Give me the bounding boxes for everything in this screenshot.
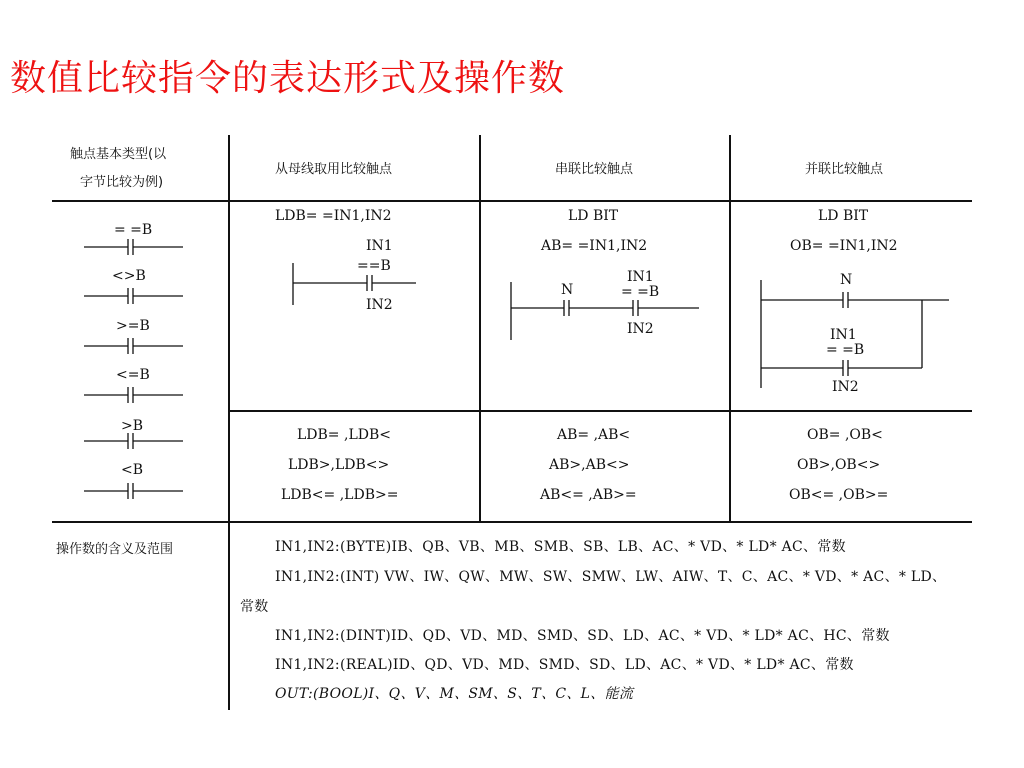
header-contact-type-line1: 触点基本类型(以: [70, 147, 167, 162]
parallel-ladder-diagram: [750, 270, 970, 400]
bus-in1-label: IN1: [366, 238, 393, 254]
parallel-op-label: = =B: [826, 342, 865, 358]
contact-type-label: <=B: [116, 367, 150, 383]
table-divider-h3: [52, 521, 972, 523]
mnemonic: AB<= ,AB>=: [540, 487, 637, 503]
operand-line: OUT:(BOOL)I、Q、V、M、SM、S、T、C、L、能流: [275, 686, 634, 702]
operand-line: IN1,IN2:(BYTE)IB、QB、VB、MB、SMB、SB、LB、AC、* VD、* LD* AC、常数: [275, 539, 846, 555]
header-series-contact: 串联比较触点: [555, 162, 634, 177]
operand-line: IN1,IN2:(DINT)ID、QD、VD、MD、SMD、SD、LD、AC、* VD、* LD* AC、HC、常数: [275, 628, 890, 644]
parallel-in2-label: IN2: [832, 379, 859, 395]
contact-type-label: >B: [121, 418, 144, 434]
mnemonic: LDB= ,LDB<: [297, 427, 391, 443]
header-bus-contact: 从母线取用比较触点: [275, 162, 393, 177]
header-contact-type-line2: 字节比较为例): [80, 175, 164, 190]
series-line1: LD BIT: [568, 208, 619, 224]
bus-op-label: ==B: [357, 258, 391, 274]
parallel-in1-label: IN1: [830, 327, 857, 343]
operands-label: 操作数的含义及范围: [56, 542, 174, 557]
operand-line: 常数: [240, 599, 269, 615]
table-divider-v1: [228, 135, 230, 710]
page-title: 数值比较指令的表达形式及操作数: [10, 58, 566, 99]
mnemonic: LDB<= ,LDB>=: [281, 487, 399, 503]
operand-line: IN1,IN2:(INT) VW、IW、QW、MW、SW、SMW、LW、AIW、T、C、AC、* VD、* AC、* LD、: [275, 569, 947, 585]
parallel-n-label: N: [840, 272, 853, 288]
bus-instruction: LDB= =IN1,IN2: [275, 208, 392, 224]
contact-type-label: <B: [121, 462, 144, 478]
series-op-label: = =B: [621, 284, 660, 300]
series-in2-label: IN2: [627, 321, 654, 337]
series-ladder-diagram: [500, 270, 720, 350]
parallel-line1: LD BIT: [818, 208, 869, 224]
mnemonic: AB= ,AB<: [557, 427, 631, 443]
bus-ladder-diagram: [280, 255, 480, 355]
series-in1-label: IN1: [627, 269, 654, 285]
mnemonic: OB<= ,OB>=: [789, 487, 889, 503]
table-divider-h2: [228, 410, 972, 412]
contact-symbols-icon: [0, 0, 200, 520]
mnemonic: LDB>,LDB<>: [288, 457, 390, 473]
header-parallel-contact: 并联比较触点: [805, 162, 884, 177]
contact-type-label: >=B: [116, 318, 150, 334]
operand-line: IN1,IN2:(REAL)ID、QD、VD、MD、SMD、SD、LD、AC、* VD、* LD* AC、常数: [275, 657, 854, 673]
parallel-line2: OB= =IN1,IN2: [790, 238, 898, 254]
mnemonic: OB= ,OB<: [807, 427, 883, 443]
series-n-label: N: [561, 282, 574, 298]
table-divider-v3: [729, 135, 731, 522]
mnemonic: AB>,AB<>: [549, 457, 630, 473]
contact-type-label: <>B: [112, 268, 146, 284]
contact-type-label: = =B: [114, 222, 153, 238]
mnemonic: OB>,OB<>: [797, 457, 881, 473]
bus-in2-label: IN2: [366, 297, 393, 313]
series-line2: AB= =IN1,IN2: [541, 238, 648, 254]
